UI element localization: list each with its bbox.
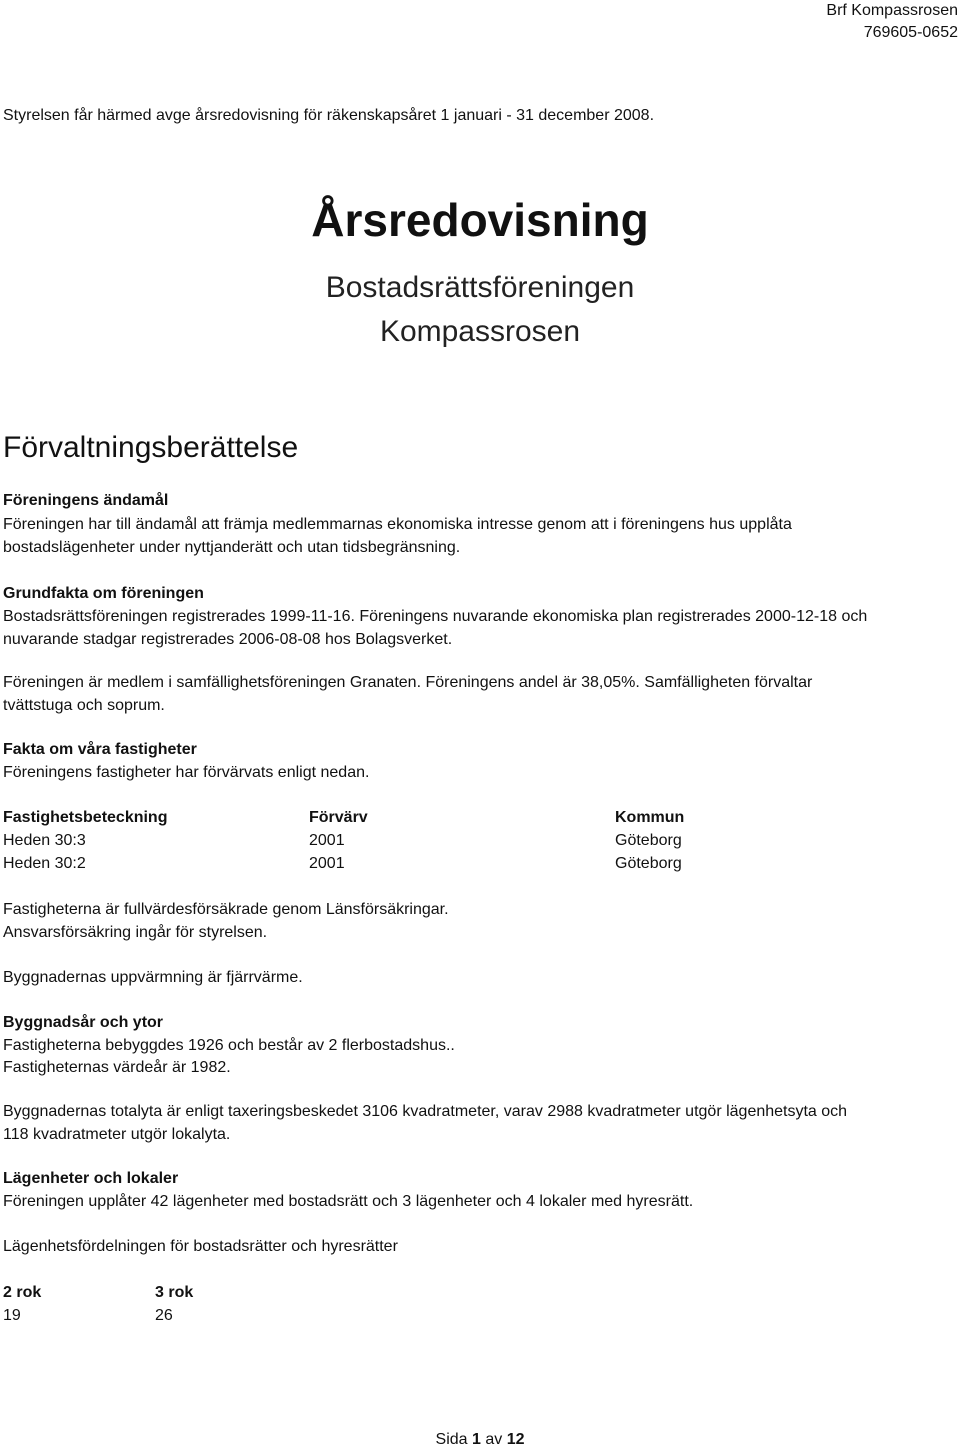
properties-table bbox=[3, 806, 903, 875]
table-header-row bbox=[3, 1281, 403, 1304]
footer-mid: av bbox=[480, 1431, 507, 1448]
footer-prefix: Sida bbox=[435, 1431, 472, 1448]
facts-line-1: Bostadsrättsföreningen registrerades 1999-11-16. Föreningens nuvarande ekonomiska plan registrerades 2000-12-18 och bbox=[3, 608, 868, 625]
table-row bbox=[3, 1304, 403, 1327]
purpose-line-2: bostadslägenheter under nyttjanderätt och utan tidsbegränsning. bbox=[3, 539, 461, 556]
distribution-table bbox=[3, 1281, 403, 1327]
building-line-2: Fastigheternas värdeår är 1982. bbox=[3, 1059, 231, 1076]
facts-line-4: tvättstuga och soprum. bbox=[3, 697, 165, 714]
purpose-heading: Föreningens ändamål bbox=[3, 492, 169, 509]
footer-page-total: 12 bbox=[506, 1431, 525, 1448]
cell-municipality: Göteborg bbox=[615, 832, 682, 849]
page-title: Årsredovisning bbox=[311, 194, 649, 246]
facts-line-3: Föreningen är medlem i samfällighetsföreningen Granaten. Föreningens andel är 38,05%. Samfälligheten förvaltar bbox=[3, 674, 813, 691]
cell-designation: Heden 30:3 bbox=[3, 832, 86, 849]
units-heading: Lägenheter och lokaler bbox=[3, 1170, 179, 1187]
column-header-municipality: Kommun bbox=[615, 809, 685, 826]
insurance-line-1: Fastigheterna är fullvärdesförsäkrade genom Länsförsäkringar. bbox=[3, 901, 449, 918]
facts-heading: Grundfakta om föreningen bbox=[3, 585, 204, 602]
properties-intro: Föreningens fastigheter har förvärvats enligt nedan. bbox=[3, 764, 370, 781]
purpose-line-1: Föreningen har till ändamål att främja medlemmarnas ekonomiska intresse genom att i föreningens hus upplåta bbox=[3, 516, 792, 533]
org-name: Brf Kompassrosen bbox=[826, 2, 958, 19]
subtitle bbox=[240, 266, 720, 354]
cell-municipality: Göteborg bbox=[615, 855, 682, 872]
facts-line-2: nuvarande stadgar registrerades 2006-08-08 hos Bolagsverket. bbox=[3, 631, 453, 648]
building-line-4: 118 kvadratmeter utgör lokalyta. bbox=[3, 1126, 231, 1143]
cell-acquisition: 2001 bbox=[309, 855, 345, 872]
building-heading: Byggnadsår och ytor bbox=[3, 1014, 164, 1031]
insurance-line-2: Ansvarsförsäkring ingår för styrelsen. bbox=[3, 924, 268, 941]
building-line-1: Fastigheterna bebyggdes 1926 och består av 2 flerbostadshus.. bbox=[3, 1037, 455, 1054]
section-title: Förvaltningsberättelse bbox=[3, 431, 299, 464]
title-block bbox=[240, 190, 720, 354]
cell-acquisition: 2001 bbox=[309, 832, 345, 849]
footer-page-number: 1 bbox=[471, 1431, 481, 1448]
distribution-label: Lägenhetsfördelningen för bostadsrätter och hyresrätter bbox=[3, 1238, 398, 1255]
cell-3rok: 26 bbox=[155, 1307, 173, 1324]
units-line-1: Föreningen upplåter 42 lägenheter med bostadsrätt och 3 lägenheter och 4 lokaler med hyresrätt. bbox=[3, 1193, 694, 1210]
building-line-3: Byggnadernas totalyta är enligt taxeringsbeskedet 3106 kvadratmeter, varav 2988 kvadratmeter utgör lägenhetsyta och bbox=[3, 1103, 848, 1120]
table-header-row bbox=[3, 806, 903, 829]
subtitle-line-1: Bostadsrättsföreningen bbox=[325, 271, 635, 304]
table-row bbox=[3, 829, 903, 852]
table-row bbox=[3, 852, 903, 875]
column-header-2rok: 2 rok bbox=[3, 1284, 42, 1301]
org-number: 769605-0652 bbox=[863, 24, 958, 41]
properties-heading: Fakta om våra fastigheter bbox=[3, 741, 197, 758]
subtitle-line-2: Kompassrosen bbox=[379, 315, 581, 348]
column-header-3rok: 3 rok bbox=[155, 1284, 194, 1301]
column-header-acquisition: Förvärv bbox=[309, 809, 368, 826]
heating-text: Byggnadernas uppvärmning är fjärrvärme. bbox=[3, 969, 303, 986]
column-header-designation: Fastighetsbeteckning bbox=[3, 809, 168, 826]
intro-text: Styrelsen får härmed avge årsredovisning för räkenskapsåret 1 januari - 31 december 2008. bbox=[3, 107, 655, 124]
cell-designation: Heden 30:2 bbox=[3, 855, 86, 872]
cell-2rok: 19 bbox=[3, 1307, 21, 1324]
document-header bbox=[826, 0, 958, 44]
